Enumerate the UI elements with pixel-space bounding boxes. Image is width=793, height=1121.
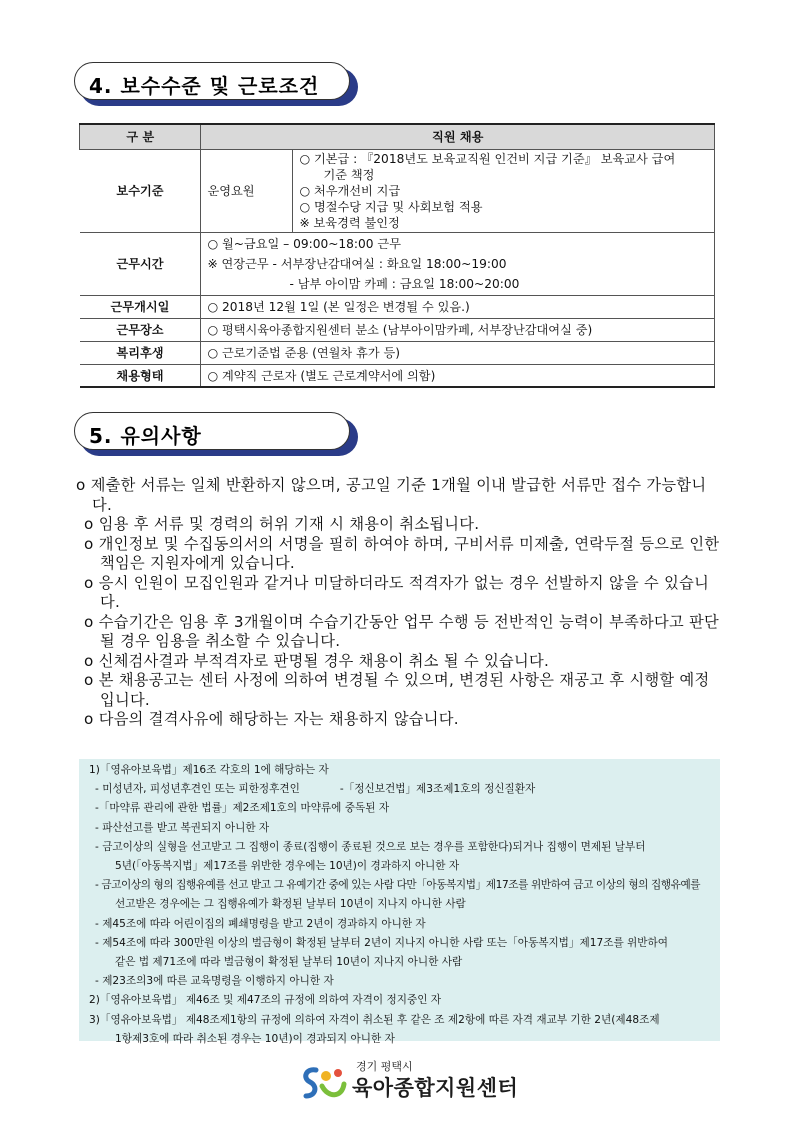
note-item: o 응시 인원이 모집인원과 같거나 미달하더라도 적격자가 없는 경우 선발하지 않을 수 있습니다. xyxy=(84,573,710,611)
row-label-hours: 근무시간 xyxy=(80,232,201,295)
row-sub-pay: 운영요원 xyxy=(201,149,293,232)
notes-list xyxy=(76,476,722,730)
logo-name: 육아종합지원센터 xyxy=(352,1076,519,1100)
conditions-table xyxy=(79,123,715,388)
row-content-pay xyxy=(293,149,715,232)
disq-line: - 제54조에 따라 300만원 이상의 벌금형이 확정된 날부터 2년이 지나지 아니한 사람 또는「아동복지법」제17조를 위반하여 xyxy=(95,936,668,949)
table-row-hours xyxy=(80,232,715,295)
row-label-welfare: 복리후생 xyxy=(80,341,201,364)
disq-line: 3)「영유아보육법」 제48조제1항의 규정에 의하여 자격이 취소된 후 같은 조 제2항에 따른 자격 재교부 기한 2년(제48조제 xyxy=(89,1013,660,1026)
disq-line: 5년(「아동복지법」제17조를 위반한 경우에는 10년)이 경과하지 아니한 자 xyxy=(115,860,460,873)
section-5-title: 5. 유의사항 xyxy=(89,424,202,448)
disq-line-part: -「정신보건법」제3조제1호의 정신질환자 xyxy=(339,783,536,796)
table-header-row xyxy=(80,124,715,149)
pay-line-4: ○ 명절수당 지급 및 사회보험 적용 xyxy=(299,199,483,214)
row-content-start: ○ 2018년 12월 1일 (본 일정은 변경될 수 있음.) xyxy=(201,295,715,318)
table-row-pay xyxy=(80,149,715,232)
table-row-welfare xyxy=(80,341,715,364)
logo-city: 경기 평택시 xyxy=(356,1060,413,1073)
pay-line-1: ○ 기본급 : 『2018년도 보육교직원 인건비 지급 기준』 보육교사 급여 xyxy=(299,151,676,166)
note-item: o 임용 후 서류 및 경력의 허위 기재 시 채용이 취소됩니다. xyxy=(84,515,480,533)
disq-line: - 파산선고를 받고 복권되지 아니한 자 xyxy=(95,821,270,834)
section-4-title: 4. 보수수준 및 근로조건 xyxy=(89,74,320,98)
section-4-header-box xyxy=(74,62,350,100)
note-item: o 본 채용공고는 센터 사정에 의하여 변경될 수 있으며, 변경된 사항은 재공고 후 시행할 예정입니다. xyxy=(84,671,710,709)
row-content-type: ○ 계약직 근로자 (별도 근로계약서에 의함) xyxy=(201,364,715,387)
pay-line-5: ※ 보육경력 불인정 xyxy=(299,215,400,230)
disq-line: 2)「영유아보육법」 제46조 및 제47조의 규정에 의하여 자격이 정지중인 자 xyxy=(89,994,442,1007)
disq-line: - 제45조에 따라 어린이집의 폐쇄명령을 받고 2년이 경과하지 아니한 자 xyxy=(95,917,426,930)
hours-line-2: ※ 연장근무 - 서부장난감대여실 : 화요일 18:00~19:00 xyxy=(207,256,507,271)
note-item: o 다음의 결격사유에 해당하는 자는 채용하지 않습니다. xyxy=(84,710,459,728)
disq-line: - 금고이상의 실형을 선고받고 그 집행이 종료(집행이 종료된 것으로 보는 경우를 포함한다)되거나 집행이 면제된 날부터 xyxy=(95,840,646,853)
header-staff-hiring: 직원 채용 xyxy=(201,124,715,149)
row-label-start: 근무개시일 xyxy=(80,295,201,318)
pay-line-2: 기준 책정 xyxy=(323,167,375,182)
disq-line: -「마약류 관리에 관한 법률」제2조제1호의 마약류에 중독된 자 xyxy=(95,802,390,815)
table-row-start xyxy=(80,295,715,318)
center-logo-icon xyxy=(298,1064,350,1104)
row-content-place: ○ 평택시육아종합지원센터 분소 (남부아이맘카페, 서부장난감대여실 중) xyxy=(201,318,715,341)
row-label-place: 근무장소 xyxy=(80,318,201,341)
disq-line: 1항제3호에 따라 취소된 경우는 10년)이 경과되지 아니한 자 xyxy=(115,1032,395,1045)
note-item: o 신체검사결과 부적격자로 판명될 경우 채용이 취소 될 수 있습니다. xyxy=(84,651,550,670)
row-content-welfare: ○ 근로기준법 준용 (연월차 휴가 등) xyxy=(201,341,715,364)
row-label-pay: 보수기준 xyxy=(80,149,201,232)
disq-line: 1)「영유아보육법」제16조 각호의 1에 해당하는 자 xyxy=(89,764,329,776)
disq-line: 선고받은 경우에는 그 집행유예가 확정된 날부터 10년이 지나지 아니한 사람 xyxy=(115,898,466,911)
row-content-hours xyxy=(201,232,715,295)
row-label-type: 채용형태 xyxy=(80,364,201,387)
note-item: o 개인정보 및 수집동의서의 서명을 필히 하여야 하며, 구비서류 미제출, 연락두절 등으로 인한 책임은 지원자에게 있습니다. xyxy=(84,534,720,572)
hours-line-3: - 남부 아이맘 카페 : 금요일 18:00~20:00 xyxy=(289,276,520,291)
section-5-header-box xyxy=(74,412,350,450)
header-category: 구 분 xyxy=(80,124,201,149)
note-item: o 수습기간은 임용 후 3개월이며 수습기간동안 업무 수행 등 전반적인 능력이 부족하다고 판단될 경우 임용을 취소할 수 있습니다. xyxy=(84,612,720,650)
hours-line-1: ○ 월~금요일 – 09:00~18:00 근무 xyxy=(207,236,401,251)
disq-line: - 제23조의3에 따른 교육명령을 이행하지 아니한 자 xyxy=(95,975,334,988)
pay-line-3: ○ 처우개선비 지급 xyxy=(299,183,401,198)
note-item: o 제출한 서류는 일체 반환하지 않으며, 공고일 기준 1개월 이내 발급한 서류만 접수 가능합니다. xyxy=(76,476,707,514)
footer-logo xyxy=(298,1058,518,1104)
disq-line-part: - 미성년자, 피성년후견인 또는 피한정후견인 xyxy=(95,783,300,796)
disq-line xyxy=(89,780,714,799)
table-row-place xyxy=(80,318,715,341)
table-row-type xyxy=(80,364,715,387)
disq-line: - 금고이상의 형의 집행유예를 선고 받고 그 유예기간 중에 있는 사람 다만「아동복지법」제17조를 위반하여 금고 이상의 형의 집행유예를 xyxy=(95,879,701,892)
disq-line: 같은 법 제71조에 따라 벌금형이 확정된 날부터 10년이 지나지 아니한 사람 xyxy=(115,956,463,969)
disqualification-box xyxy=(79,759,720,1045)
